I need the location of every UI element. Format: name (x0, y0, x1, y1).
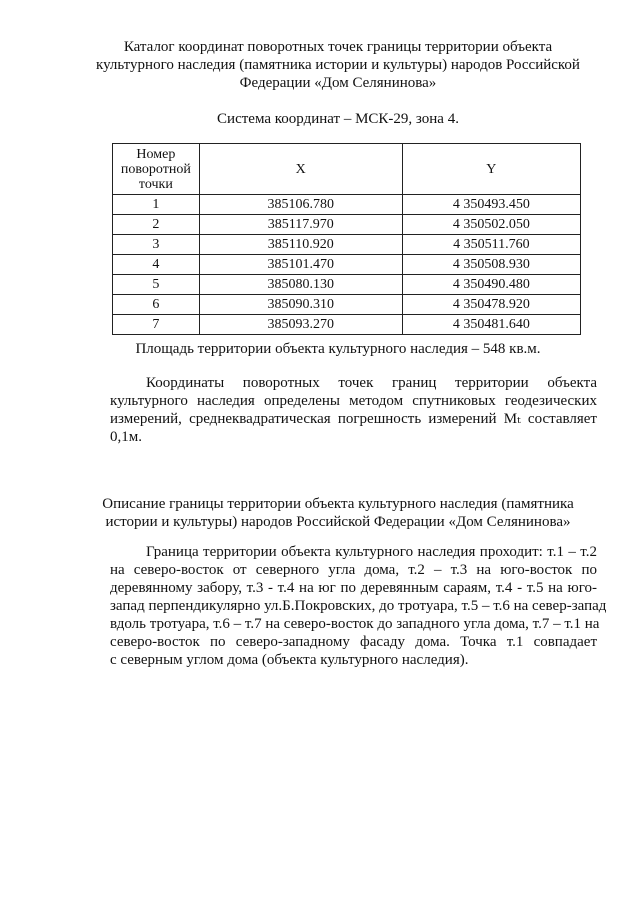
cell-x: 385080.130 (199, 275, 402, 295)
cell-point-number: 7 (113, 315, 200, 335)
cell-x: 385090.310 (199, 295, 402, 315)
table-row (113, 295, 581, 315)
cell-point-number: 5 (113, 275, 200, 295)
table-header-row (113, 144, 581, 195)
table-row (113, 195, 581, 215)
cell-x: 385117.970 (199, 215, 402, 235)
header-point-number: Номер поворотной точки (113, 144, 200, 195)
paragraph-line: культурного наследия определены методом спутниковых геодезических (110, 393, 597, 409)
heading-line: истории и культуры) народов Российской Федерации «Дом Селянинова» (105, 514, 571, 530)
coordinate-system: Система координат – МСК-29, зона 4. (217, 111, 459, 127)
cell-y: 4 350502.050 (402, 215, 580, 235)
paragraph-line: 0,1м. (110, 429, 142, 445)
cell-point-number: 2 (113, 215, 200, 235)
paragraph-line: измерений, среднеквадратическая погрешность измерений Мₜ составляет (110, 411, 597, 427)
paragraph-line: Координаты поворотных точек границ территории объекта (146, 375, 597, 391)
title-line: Каталог координат поворотных точек границы территории объекта (123, 39, 553, 55)
cell-y: 4 350478.920 (402, 295, 580, 315)
cell-x: 385101.470 (199, 255, 402, 275)
accuracy-paragraph (110, 374, 597, 446)
table-row (113, 215, 581, 235)
paragraph-line: вдоль тротуара, т.6 – т.7 на северо-восток до западного угла дома, т.7 – т.1 на (110, 616, 600, 632)
cell-y: 4 350511.760 (402, 235, 580, 255)
paragraph-line: с северным углом дома (объекта культурного наследия). (110, 652, 469, 668)
paragraph-line: деревянному забору, т.3 - т.4 на юг по деревянным сараям, т.4 - т.5 на юго- (110, 580, 597, 596)
cell-y: 4 350490.480 (402, 275, 580, 295)
cell-point-number: 4 (113, 255, 200, 275)
cell-y: 4 350481.640 (402, 315, 580, 335)
cell-y: 4 350493.450 (402, 195, 580, 215)
cell-x: 385110.920 (199, 235, 402, 255)
paragraph-line: запад перпендикулярно ул.Б.Покровских, до тротуара, т.5 – т.6 на север-запад (110, 598, 607, 614)
table-row (113, 255, 581, 275)
header-y: Y (402, 144, 580, 195)
description-paragraph (110, 543, 607, 669)
paragraph-line: на северо-восток от северного угла дома, т.2 – т.3 на юго-восток по (110, 562, 597, 578)
table-row (113, 235, 581, 255)
cell-point-number: 6 (113, 295, 200, 315)
area-statement: Площадь территории объекта культурного наследия – 548 кв.м. (135, 341, 541, 357)
cell-point-number: 1 (113, 195, 200, 215)
document-title (88, 38, 588, 92)
title-line: Федерации «Дом Селянинова» (239, 75, 437, 91)
paragraph-line: северо-восток по северо-западному фасаду дома. Точка т.1 совпадает (110, 634, 597, 650)
paragraph-line: Граница территории объекта культурного наследия проходит: т.1 – т.2 (146, 544, 597, 560)
description-heading (88, 495, 588, 531)
cell-y: 4 350508.930 (402, 255, 580, 275)
table-row (113, 315, 581, 335)
table-row (113, 275, 581, 295)
cell-point-number: 3 (113, 235, 200, 255)
coordinates-table (112, 143, 581, 335)
header-x: X (199, 144, 402, 195)
cell-x: 385106.780 (199, 195, 402, 215)
heading-line: Описание границы территории объекта культурного наследия (памятника (102, 496, 574, 512)
cell-x: 385093.270 (199, 315, 402, 335)
title-line: культурного наследия (памятника истории и культуры) народов Российской (96, 57, 580, 73)
